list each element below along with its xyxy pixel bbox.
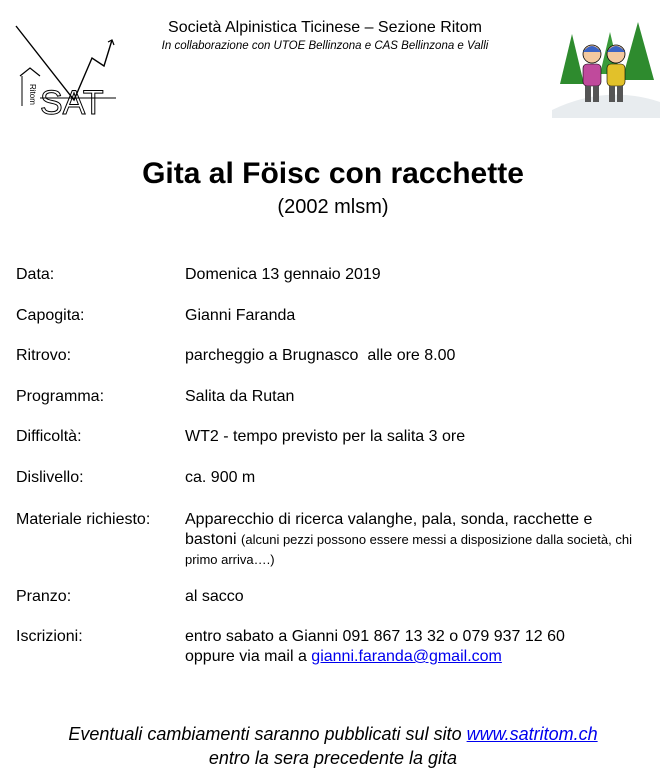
equipment-note: (alcuni pezzi possono essere messi a disposizione dalla società, chi primo arriva….) bbox=[185, 532, 632, 567]
label-program: Programma: bbox=[16, 388, 105, 405]
registration-mail-prefix: oppure via mail a bbox=[185, 648, 307, 665]
registration-mail-line bbox=[185, 647, 655, 667]
value-date: Domenica 13 gennaio 2019 bbox=[185, 266, 381, 283]
email-link[interactable]: gianni.faranda@gmail.com bbox=[311, 648, 502, 665]
label-difficulty: Difficoltà: bbox=[16, 428, 82, 445]
value-leader: Gianni Faranda bbox=[185, 307, 296, 324]
logo-text: SAT bbox=[40, 84, 104, 118]
registration-phone: entro sabato a Gianni 091 867 13 32 o 079 937 12 60 bbox=[185, 628, 565, 645]
footer-line1 bbox=[0, 722, 666, 746]
label-equipment: Materiale richiesto: bbox=[16, 511, 151, 528]
label-registration: Iscrizioni: bbox=[16, 628, 83, 645]
altitude: (2002 mlsm) bbox=[277, 196, 389, 218]
label-lunch: Pranzo: bbox=[16, 588, 72, 605]
page-title: Gita al Föisc con racchette bbox=[142, 157, 524, 190]
value-meeting: parcheggio a Brugnasco alle ore 8.00 bbox=[185, 347, 456, 364]
footer-prefix: Eventuali cambiamenti saranno pubblicati sul sito bbox=[68, 724, 462, 744]
equipment-list: Apparecchio di ricerca valanghe, pala, sonda, racchette e bastoni bbox=[185, 511, 593, 548]
value-lunch: al sacco bbox=[185, 588, 244, 605]
website-link[interactable]: www.satritom.ch bbox=[466, 724, 598, 744]
organization-subtitle: In collaborazione con UTOE Bellinzona e CAS Bellinzona e Valli bbox=[161, 40, 489, 52]
label-meeting: Ritrovo: bbox=[16, 347, 72, 364]
sat-logo bbox=[12, 18, 124, 118]
label-leader: Capogita: bbox=[16, 307, 85, 324]
value-elevation: ca. 900 m bbox=[185, 469, 256, 486]
footer-note bbox=[0, 722, 666, 770]
footer-line2: entro la sera precedente la gita bbox=[208, 748, 458, 768]
hikers-illustration bbox=[552, 14, 660, 118]
logo-side-text: Ritom bbox=[28, 84, 37, 105]
label-date: Data: bbox=[16, 266, 55, 283]
value-registration bbox=[185, 627, 655, 667]
value-equipment bbox=[185, 510, 645, 570]
value-program: Salita da Rutan bbox=[185, 388, 295, 405]
label-elevation: Dislivello: bbox=[16, 469, 84, 486]
organization-name: Società Alpinistica Ticinese – Sezione Ritom bbox=[168, 19, 482, 36]
value-difficulty: WT2 - tempo previsto per la salita 3 ore bbox=[185, 428, 466, 445]
